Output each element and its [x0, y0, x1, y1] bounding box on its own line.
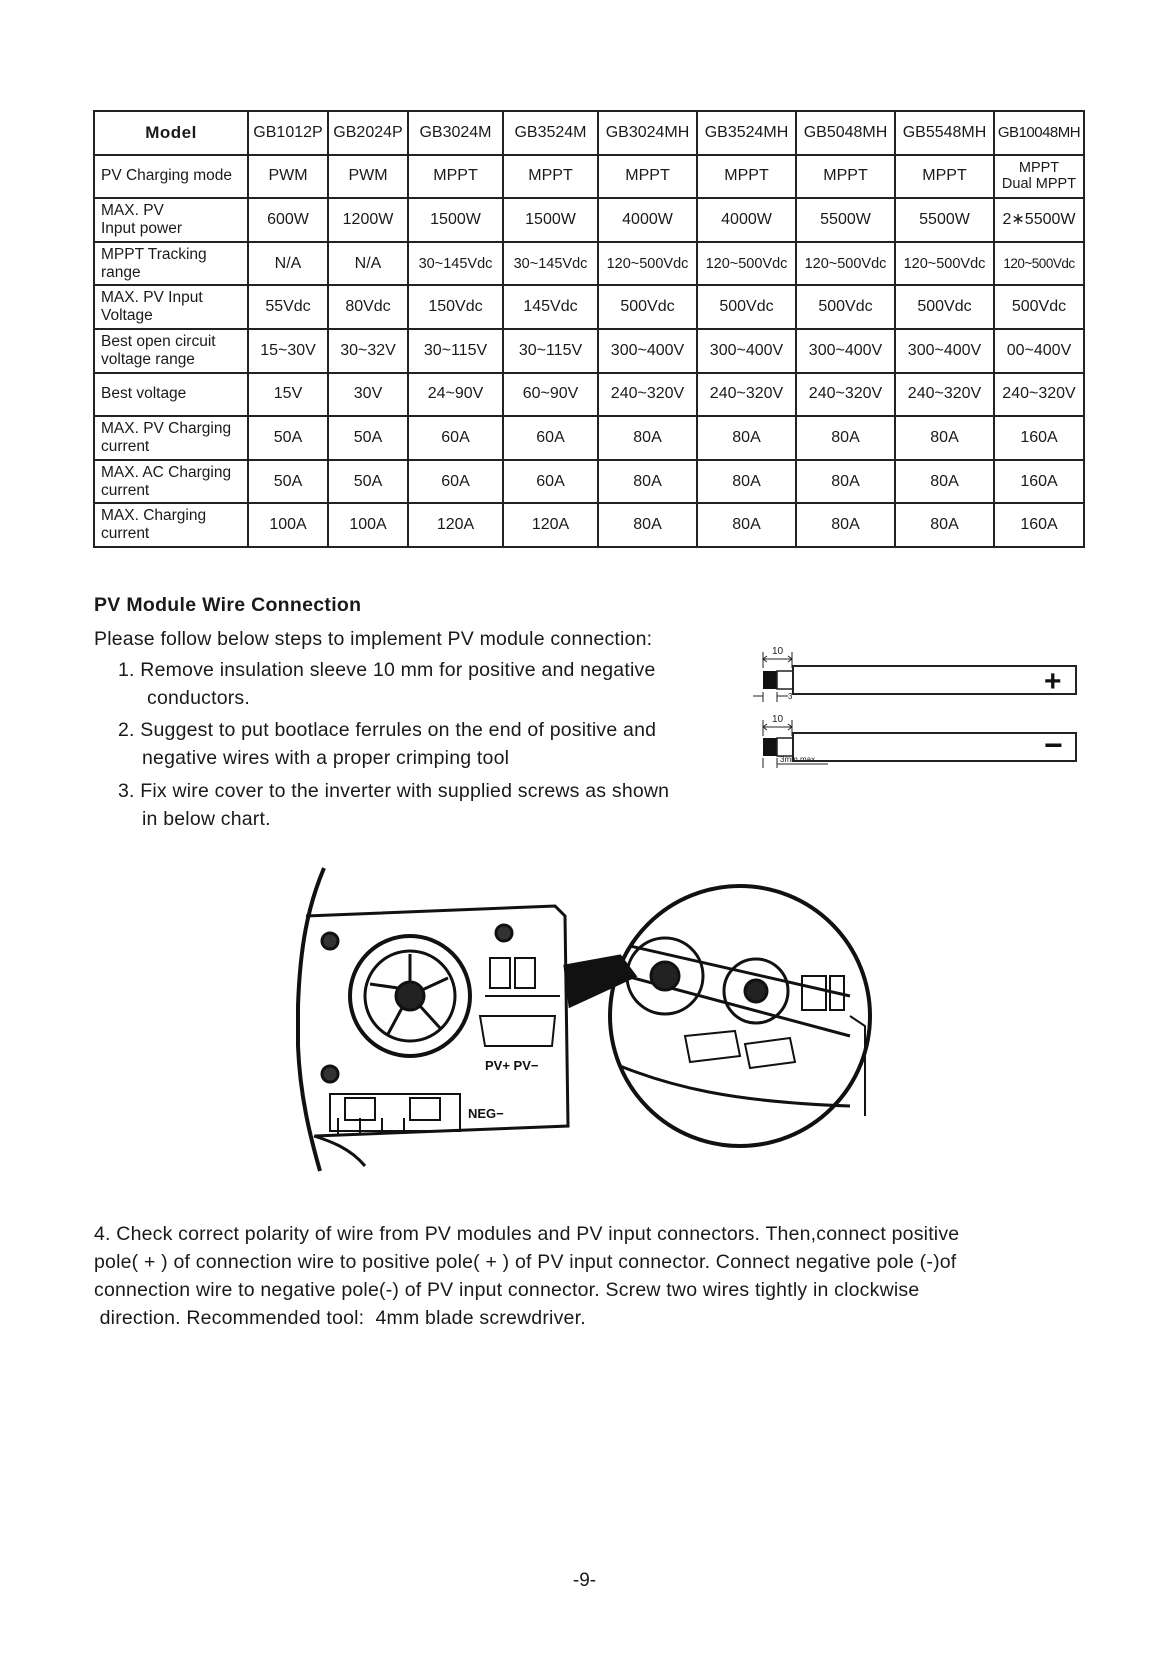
- section-title: PV Module Wire Connection: [94, 594, 362, 616]
- step-4-line-3: connection wire to negative pole(-) of PV input connector. Screw two wires tightly in clockwise: [94, 1279, 920, 1301]
- table-cell: 50A: [248, 416, 328, 460]
- dim-10-top: 10: [772, 646, 784, 657]
- dim-10-bottom: 10: [772, 714, 784, 725]
- dim-3mm-max: 3mm max: [780, 755, 816, 764]
- table-cell: 80A: [895, 503, 994, 547]
- model-column-header: GB3024MH: [598, 111, 697, 155]
- table-cell: 80A: [697, 503, 796, 547]
- wire-strip-diagram: [748, 644, 1078, 774]
- table-cell: 15~30V: [248, 329, 328, 373]
- table-cell: 500Vdc: [994, 285, 1084, 329]
- table-cell: 30V: [328, 373, 408, 417]
- intro-text: Please follow below steps to implement PV module connection:: [94, 628, 653, 650]
- row-label: MAX. PV Input Voltage: [94, 285, 248, 329]
- table-cell: N/A: [328, 242, 408, 286]
- table-cell: 240~320V: [895, 373, 994, 417]
- step-4-line-2: pole( + ) of connection wire to positive pole( + ) of PV input connector. Connect negative pole (-)of: [94, 1251, 957, 1273]
- model-column-header: GB3524M: [503, 111, 598, 155]
- row-label: Best voltage: [94, 373, 248, 417]
- row-label: PV Charging mode: [94, 155, 248, 199]
- table-cell: 2∗5500W: [994, 198, 1084, 242]
- table-cell: MPPT: [503, 155, 598, 199]
- table-cell: 80A: [697, 460, 796, 504]
- table-cell: 500Vdc: [697, 285, 796, 329]
- table-header-row: [94, 111, 1084, 155]
- table-cell: 60A: [408, 460, 503, 504]
- table-cell: 240~320V: [598, 373, 697, 417]
- table-cell: 80A: [895, 460, 994, 504]
- step-3-line-1: 3. Fix wire cover to the inverter with supplied screws as shown: [118, 780, 670, 802]
- table-cell: MPPT: [697, 155, 796, 199]
- inverter-install-figure: [290, 866, 880, 1176]
- table-cell: 500Vdc: [895, 285, 994, 329]
- model-column-header: GB1012P: [248, 111, 328, 155]
- spec-table: [93, 110, 1085, 548]
- table-cell: 50A: [328, 460, 408, 504]
- table-row: [94, 198, 1084, 242]
- row-label: MPPT Tracking range: [94, 242, 248, 286]
- pv-terminal-label: PV+ PV−: [485, 1058, 539, 1073]
- table-cell: 500Vdc: [796, 285, 895, 329]
- table-row: [94, 242, 1084, 286]
- table-cell: 100A: [328, 503, 408, 547]
- minus-sign: −: [1044, 727, 1063, 763]
- magnified-detail: [610, 886, 870, 1146]
- inverter-panel: [298, 868, 635, 1171]
- table-cell: 120~500Vdc: [598, 242, 697, 286]
- model-column-header: GB5048MH: [796, 111, 895, 155]
- table-cell: 120~500Vdc: [697, 242, 796, 286]
- table-cell: 80A: [796, 416, 895, 460]
- model-column-header: GB5548MH: [895, 111, 994, 155]
- table-cell: MPPT: [895, 155, 994, 199]
- step-3-line-2: in below chart.: [142, 808, 271, 830]
- step-4-text: [94, 1220, 1094, 1332]
- table-row: [94, 155, 1084, 199]
- table-cell: 60~90V: [503, 373, 598, 417]
- table-cell: 60A: [503, 416, 598, 460]
- table-cell: MPPT: [408, 155, 503, 199]
- row-label: MAX. PV Input power: [94, 198, 248, 242]
- model-column-header: GB10048MH: [994, 111, 1084, 155]
- table-cell: 150Vdc: [408, 285, 503, 329]
- table-cell: 120A: [503, 503, 598, 547]
- table-cell: 60A: [503, 460, 598, 504]
- row-label: Best open circuit voltage range: [94, 329, 248, 373]
- table-cell: 300~400V: [895, 329, 994, 373]
- step-2-line-1: 2. Suggest to put bootlace ferrules on the end of positive and: [118, 719, 657, 741]
- table-cell: PWM: [248, 155, 328, 199]
- table-cell: 24~90V: [408, 373, 503, 417]
- table-cell: 240~320V: [796, 373, 895, 417]
- table-cell: 145Vdc: [503, 285, 598, 329]
- table-cell: 30~145Vdc: [408, 242, 503, 286]
- table-cell: 30~32V: [328, 329, 408, 373]
- table-cell: 600W: [248, 198, 328, 242]
- table-cell: 30~115V: [408, 329, 503, 373]
- table-cell: N/A: [248, 242, 328, 286]
- table-cell: 50A: [328, 416, 408, 460]
- table-cell: 300~400V: [598, 329, 697, 373]
- table-cell: 80A: [598, 460, 697, 504]
- plus-sign: +: [1044, 665, 1062, 698]
- table-cell: 300~400V: [697, 329, 796, 373]
- table-cell: 80A: [697, 416, 796, 460]
- table-cell: 5500W: [796, 198, 895, 242]
- table-cell: 1200W: [328, 198, 408, 242]
- step-1-line-1: 1. Remove insulation sleeve 10 mm for positive and negative: [118, 659, 656, 681]
- table-row: [94, 373, 1084, 417]
- table-cell: 15V: [248, 373, 328, 417]
- table-cell: 80A: [895, 416, 994, 460]
- step-4-line-4: direction. Recommended tool: 4mm blade screwdriver.: [94, 1307, 586, 1329]
- table-cell: 4000W: [598, 198, 697, 242]
- table-row: [94, 460, 1084, 504]
- dim-3: 3: [788, 692, 793, 701]
- table-cell: 50A: [248, 460, 328, 504]
- table-cell: MPPT: [796, 155, 895, 199]
- row-label: MAX. PV Charging current: [94, 416, 248, 460]
- table-cell: 80Vdc: [328, 285, 408, 329]
- table-cell: 55Vdc: [248, 285, 328, 329]
- table-cell: 5500W: [895, 198, 994, 242]
- step-1-line-2: conductors.: [147, 687, 251, 709]
- model-column-header: GB3524MH: [697, 111, 796, 155]
- table-cell: 80A: [796, 503, 895, 547]
- row-label: MAX. AC Charging current: [94, 460, 248, 504]
- row-label: MAX. Charging current: [94, 503, 248, 547]
- table-cell: 4000W: [697, 198, 796, 242]
- step-2-line-2: negative wires with a proper crimping tool: [142, 747, 510, 769]
- table-row: [94, 416, 1084, 460]
- table-cell: 160A: [994, 460, 1084, 504]
- table-cell: 30~115V: [503, 329, 598, 373]
- step-4-line-1: 4. Check correct polarity of wire from PV modules and PV input connectors. Then,connect positive: [94, 1223, 960, 1245]
- table-cell: 240~320V: [994, 373, 1084, 417]
- table-cell: 240~320V: [697, 373, 796, 417]
- table-cell: MPPT: [598, 155, 697, 199]
- model-header: Model: [94, 111, 248, 155]
- model-column-header: GB3024M: [408, 111, 503, 155]
- table-cell: 80A: [598, 416, 697, 460]
- table-cell: 30~145Vdc: [503, 242, 598, 286]
- table-cell: 00~400V: [994, 329, 1084, 373]
- table-cell: 1500W: [408, 198, 503, 242]
- table-cell: 120~500Vdc: [796, 242, 895, 286]
- neg-terminal-label: NEG−: [468, 1106, 504, 1121]
- table-cell: 120~500Vdc: [895, 242, 994, 286]
- table-cell: 500Vdc: [598, 285, 697, 329]
- table-cell: 100A: [248, 503, 328, 547]
- table-cell: 160A: [994, 503, 1084, 547]
- table-cell: 80A: [796, 460, 895, 504]
- table-cell: 160A: [994, 416, 1084, 460]
- table-row: [94, 285, 1084, 329]
- table-cell: 300~400V: [796, 329, 895, 373]
- table-cell: 1500W: [503, 198, 598, 242]
- table-row: [94, 503, 1084, 547]
- positive-wire: [753, 646, 1076, 702]
- model-column-header: GB2024P: [328, 111, 408, 155]
- negative-wire: [763, 714, 1076, 768]
- table-cell: PWM: [328, 155, 408, 199]
- table-cell: 120A: [408, 503, 503, 547]
- table-row: [94, 329, 1084, 373]
- table-cell: 60A: [408, 416, 503, 460]
- table-cell: 80A: [598, 503, 697, 547]
- table-cell: 120~500Vdc: [994, 242, 1084, 286]
- page-number: -9-: [572, 1570, 597, 1591]
- table-cell: MPPT Dual MPPT: [994, 155, 1084, 199]
